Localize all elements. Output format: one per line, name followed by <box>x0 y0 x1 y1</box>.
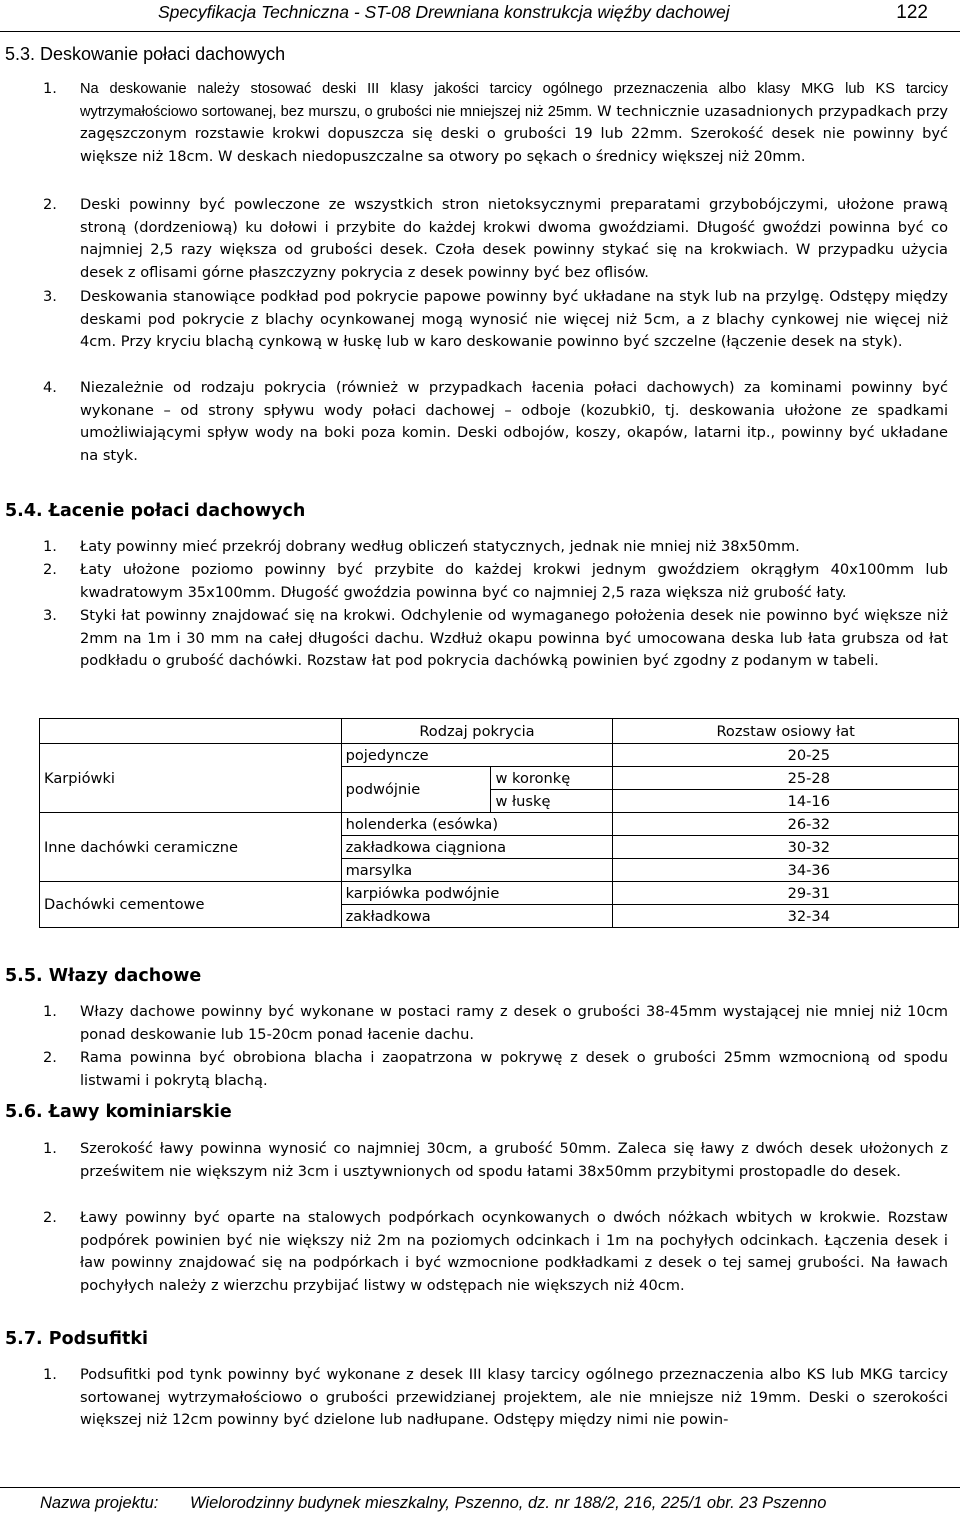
footer-rule <box>0 1487 960 1488</box>
page-header <box>158 2 928 26</box>
group-cement: Dachówki cementowe <box>40 882 342 928</box>
group-ceramic: Inne dachówki ceramiczne <box>40 813 342 882</box>
header-spacing: Rozstaw osiowy łat <box>613 719 959 744</box>
header-rule <box>0 31 960 32</box>
batten-spacing-table: Rodzaj pokrycia Rozstaw osiowy łat Karpiówki pojedyncze 20-25 podwójnie w koronkę 25-28 w łuskę 14-16 Inne dachówki ceramiczne holenderka (esówka) 26-32 zakładkowa ciągniona 30-32 marsylka 34-36 Dachówki cementowe karpiówka podwójnie 29-31 zakładkowa 32-34 <box>39 718 959 928</box>
footer-project-name: Wielorodzinny budynek mieszkalny, Pszenno, dz. nr 188/2, 216, 225/1 obr. 23 Pszenno <box>190 1494 827 1512</box>
section-heading-5-7: 5.7. Podsufitki <box>5 1329 148 1349</box>
header-title: Specyfikacja Techniczna - ST-08 Drewniana konstrukcja więźby dachowej <box>158 2 730 22</box>
section-heading-5-4: 5.4. Łacenie połaci dachowych <box>5 501 306 521</box>
section-heading-5-6: 5.6. Ławy kominiarskie <box>5 1102 232 1122</box>
section-heading-5-3: 5.3. Deskowanie połaci dachowych <box>5 44 286 64</box>
footer-label: Nazwa projektu: <box>40 1494 159 1512</box>
document-page: Specyfikacja Techniczna - ST-08 Drewniana konstrukcja więźby dachowej 122 5.3. Deskowanie połaci dachowych 1. Na deskowanie należy stosować deski III klasy jakości tarcicy ogólnego przeznaczenia albo klasy MKG lub KS tarcicy wytrzymałościowo sortowanej, bez murszu, o grubości nie mniejszej niż 25mm. W technicznie uzasadnionych przypadkach przy zagęszczonym rozstawie krokwi dopuszcza się deski o grubości 19 lub 22mm. Szerokość desek nie powinny być większe niż 18cm. W deskach niedopuszczalne sa otwory po sękach o średnicy większej niż 20mm. 2. Deski powinny być powleczone ze wszystkich stron nietoksycznymi preparatami grzybobójczymi, ułożone prawą stroną (dordzeniową) ku dołowi i przybite do każdej krokwi dwoma gwoździami. Długość gwoździ powinna być co najmniej 2,5 razy większa od grubości desek. Czoła desek powinny stykać się na krokwiach. W przypadku użycia desek z oflisami górne płaszczyzny pokrycia z desek powinny być bez oflisów. 3. Deskowania stanowiące podkład pod pokrycie papowe powinny być układane na styk lub na przylgę. Odstępy między deskami pod pokrycie z blachy ocynkowanej mogą wynosić nie więcej niż 5cm, a z blachy cynkowej nie więcej niż 4cm. Przy kryciu blachą cynkową w łuskę lub w karo deskowanie powinno być szczelne (łączenie desek na styk). 4. Niezależnie od rodzaju pokrycia (również w przypadkach łacenia połaci dachowych) za kominami powinny być wykonane – od strony spływu wody połaci dachowej – odboje (kozubki0, tj. deskowania ułożone ze spadkami umożliwiającymi spływ wody na boki poza komin. Deski odbojów, koszy, okapów, latarni itp., powinny być układane na styk. 5.4. Łacenie połaci dachowych 1. Łaty powinny mieć przekrój dobrany według obliczeń statycznych, jednak nie mniej niż 38x50mm. 2. Łaty ułożone poziomo powinny być przybite do każdej krokwi jednym gwoździem okrągłym 40x100mm lub kwadratowym 35x100mm. Długość gwoździa powinna być co najmniej 2,5 raza większa niż grubość łaty. 3. Styki łat powinny znajdować się na krokwi. Odchylenie od wymaganego położenia desek nie powinno być większe niż 2mm na 1m i 30 mm na całej długości dachu. Wzdłuż okapu powinna być umocowana deska lub łata grubsza od łat podkładu o grubość dachówki. Rozstaw łat pod pokrycia dachówką powinien być zgodny z podanym w tabeli. Rodzaj pokrycia Rozstaw osiowy łat Karpiówki pojedyncze 20-25 podwójnie w koronkę 25-28 w łuskę 14-16 Inne dachówki ceramiczne holenderka (esówka) 26-32 zakładkowa ciągniona 30-32 marsylka 34-36 Dachówki cementowe karpiówka podwójnie 29-31 zakładkowa 32-34 5.5. Włazy dachowe 1. Włazy dachowe powinny być wykonane w postaci ramy z desek o grubości 38-45mm wystającej nie mniej niż 10cm ponad deskowanie lub 15-20cm ponad łacenie dachu. 2. Rama powinna być obrobiona blacha i zaopatrzona w pokrywę z desek o grubości 25mm wzmocnioną od spodu listwami i pokrytą blachą. 5.6. Ławy kominiarskie 1. Szerokość ławy powinna wynosić co najmniej 30cm, a grubość 50mm. Zaleca się ławy z dwóch desek ułożonych z prześwitem nie większym niż 3cm i usztywnionych od spodu łatami 38x50mm przybitymi prostopadle do desek. 2. Ławy powinny być oparte na stalowych podpórkach ocynkowanych o dwóch nóżkach wbitych w krokwie. Rozstaw podpórek powinien być nie większy niż 2m na poziomych odcinkach i 1m na pochyłych odcinkach. Łączenia desek i ław powinny znajdować się na podpórkach i być wzmocnione podkładkami z desek o tej samej grubości. Na ławach pochyłych należy z wierzchu przybijać listwy w odstępach nie większych niż 40cm. 5.7. Podsufitki 1. Podsufitki pod tynk powinny być wykonane z desek III klasy tarcicy ogólnego przeznaczenia albo KS lub MKG tarcicy sortowanej wytrzymałościowo o grubości przewidzianej projektem, ale nie mniejsze niż 19mm. Deski o szerokości większej niż 12cm powinny być dzielone lub nadłupane. Odstępy między nimi nie powin- Nazwa projektu: Wielorodzinny budynek mieszkalny, Pszenno, dz. nr 188/2, 216, 225/1 obr. 23 Pszenno <box>0 0 960 1516</box>
header-type: Rodzaj pokrycia <box>341 719 613 744</box>
page-number: 122 <box>896 2 928 23</box>
section-heading-5-5: 5.5. Włazy dachowe <box>5 966 202 986</box>
group-karpiowki: Karpiówki <box>40 744 342 813</box>
